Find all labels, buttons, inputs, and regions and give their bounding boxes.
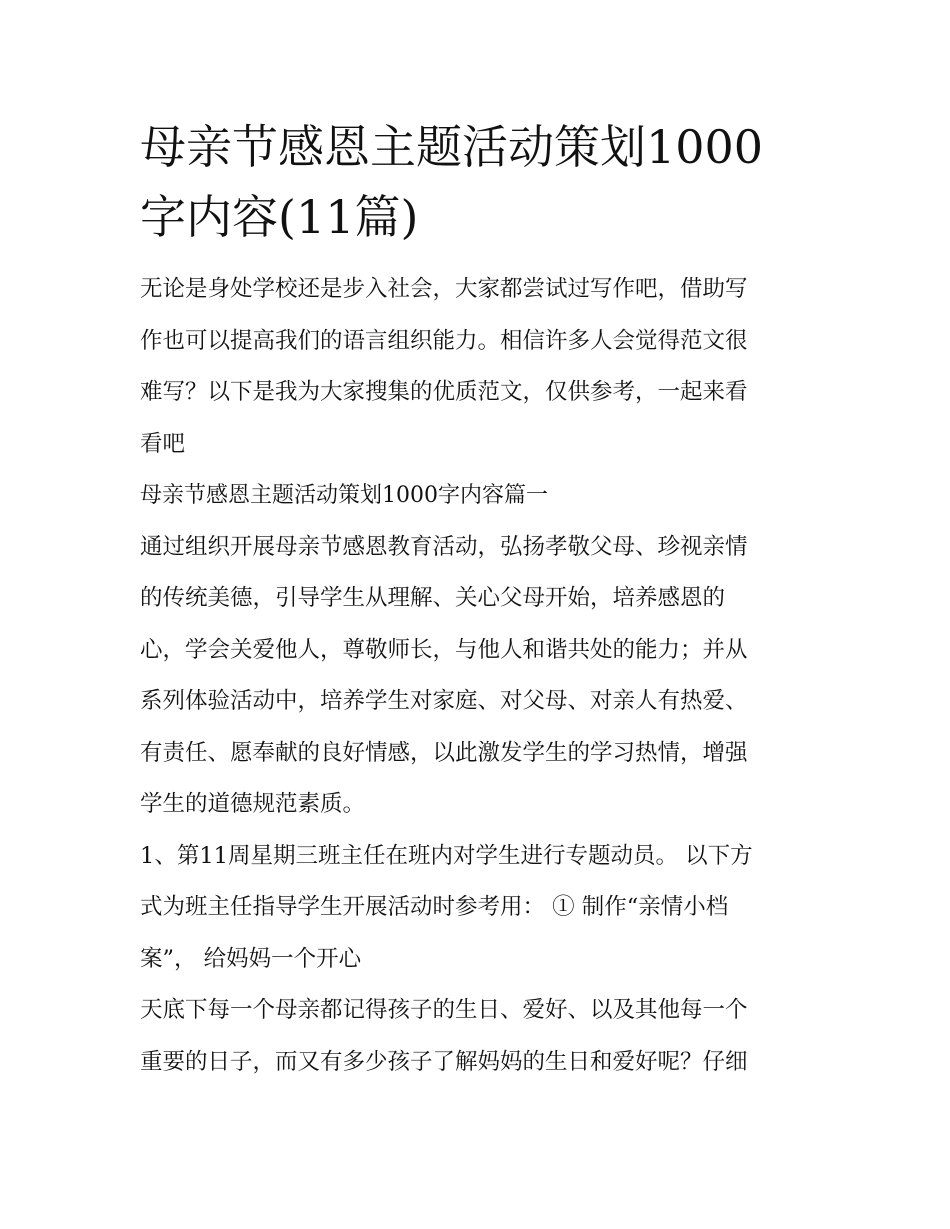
title-line: 母亲节感恩主题活动策划1000 bbox=[140, 120, 764, 174]
title-line: 字内容(11篇) bbox=[140, 190, 419, 244]
document-title bbox=[140, 112, 812, 252]
text-line: 的传统美德，引导学生从理解、关心父母开始，培养感恩的 bbox=[140, 585, 726, 611]
text-line: 通过组织开展母亲节感恩教育活动，弘扬孝敬父母、珍视亲情 bbox=[140, 533, 748, 560]
text-line: 心，学会关爱他人，尊敬师长，与他人和谐共处的能力；并从 bbox=[140, 636, 748, 663]
text-line: 系列体验活动中，培养学生对家庭、对父母、对亲人有热爱、 bbox=[140, 688, 748, 714]
section-heading: 母亲节感恩主题活动策划1000字内容篇一 bbox=[140, 483, 548, 508]
intro-paragraph bbox=[140, 264, 812, 470]
purpose-paragraph bbox=[140, 522, 812, 831]
text-line: 天底下每一个母亲都记得孩子的生日、爱好、以及其他每一个 bbox=[140, 997, 748, 1023]
text-line: 看吧 bbox=[140, 430, 186, 457]
text-line: 作也可以提高我们的语言组织能力。相信许多人会觉得范文很 bbox=[140, 327, 748, 354]
text-line: 式为班主任指导学生开展活动时参考用： ① 制作“亲情小档 bbox=[140, 894, 729, 920]
text-line: 1、第11周星期三班主任在班内对学生进行专题动员。 以下方 bbox=[140, 842, 753, 869]
text-line: 学生的道德规范素质。 bbox=[140, 791, 366, 817]
text-line: 难写？以下是我为大家搜集的优质范文，仅供参考，一起来看 bbox=[140, 379, 748, 405]
text-line: 案”， 给妈妈一个开心 bbox=[140, 945, 362, 972]
text-line: 重要的日子，而又有多少孩子了解妈妈的生日和爱好呢？仔细 bbox=[140, 1048, 748, 1075]
text-line: 有责任、愿奉献的良好情感，以此激发学生的学习热情，增强 bbox=[140, 739, 748, 766]
body-paragraph bbox=[140, 985, 812, 1088]
step-paragraph bbox=[140, 831, 812, 986]
document-content bbox=[140, 112, 812, 1088]
text-line: 无论是身处学校还是步入社会，大家都尝试过写作吧，借助写 bbox=[140, 276, 748, 302]
